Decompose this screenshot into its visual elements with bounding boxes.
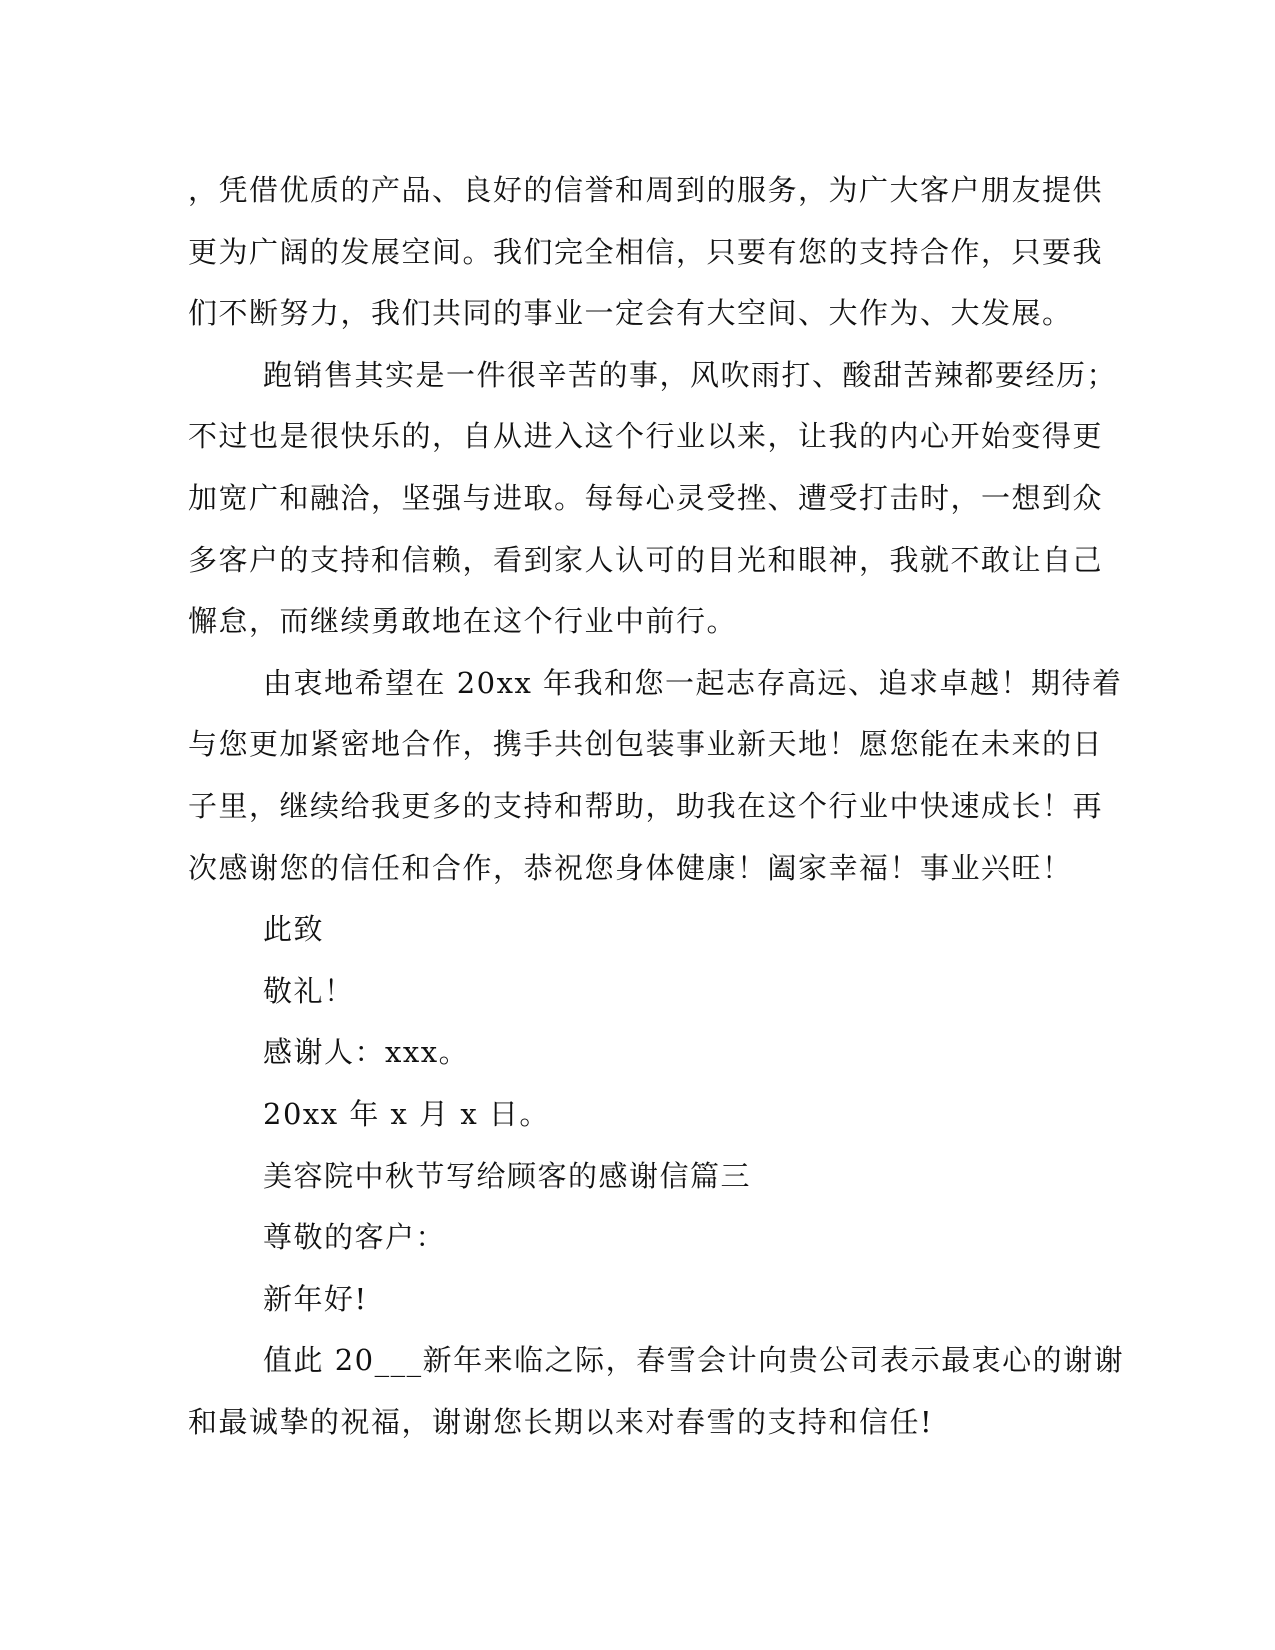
date-line: 20xx 年 x 月 x 日。 <box>263 1096 550 1131</box>
paragraph-line: 和最诚挚的祝福，谢谢您长期以来对春雪的支持和信任! <box>188 1404 934 1439</box>
greeting-line: 尊敬的客户： <box>263 1220 447 1255</box>
section-title: 美容院中秋节写给顾客的感谢信篇三 <box>263 1158 752 1193</box>
paragraph-line: 懈怠，而继续勇敢地在这个行业中前行。 <box>188 604 738 639</box>
greeting-line: 新年好! <box>263 1281 368 1316</box>
paragraph-line: 子里，继续给我更多的支持和帮助，助我在这个行业中快速成长！再 <box>188 788 1104 823</box>
paragraph-line: 加宽广和融洽，坚强与进取。每每心灵受挫、遭受打击时，一想到众 <box>188 480 1104 515</box>
paragraph-line: 值此 20___新年来临之际，春雪会计向贵公司表示最衷心的谢谢 <box>263 1343 1125 1378</box>
paragraph-line: 多客户的支持和信赖，看到家人认可的目光和眼神，我就不敢让自己 <box>188 542 1104 577</box>
paragraph-line: 次感谢您的信任和合作，恭祝您身体健康！阖家幸福！事业兴旺！ <box>188 850 1073 885</box>
paragraph-line: 跑销售其实是一件很辛苦的事，风吹雨打、酸甜苦辣都要经历； <box>263 357 1118 392</box>
paragraph-line: 由衷地希望在 20xx 年我和您一起志存高远、追求卓越！期待着 <box>263 665 1123 700</box>
signature-line: 感谢人：xxx。 <box>263 1035 470 1070</box>
closing-regards: 敬礼！ <box>263 973 355 1008</box>
document-body <box>188 160 1125 1453</box>
paragraph-line: 不过也是很快乐的，自从进入这个行业以来，让我的内心开始变得更 <box>188 419 1104 454</box>
paragraph-line: 更为广阔的发展空间。我们完全相信，只要有您的支持合作，只要我 <box>188 234 1104 269</box>
paragraph-line: 与您更加紧密地合作，携手共创包装事业新天地！愿您能在未来的日 <box>188 727 1104 762</box>
paragraph-line: ，凭借优质的产品、良好的信誉和周到的服务，为广大客户朋友提供 <box>188 173 1104 207</box>
closing-salutation: 此致 <box>263 912 325 947</box>
paragraph-line: 们不断努力，我们共同的事业一定会有大空间、大作为、大发展。 <box>188 296 1073 331</box>
